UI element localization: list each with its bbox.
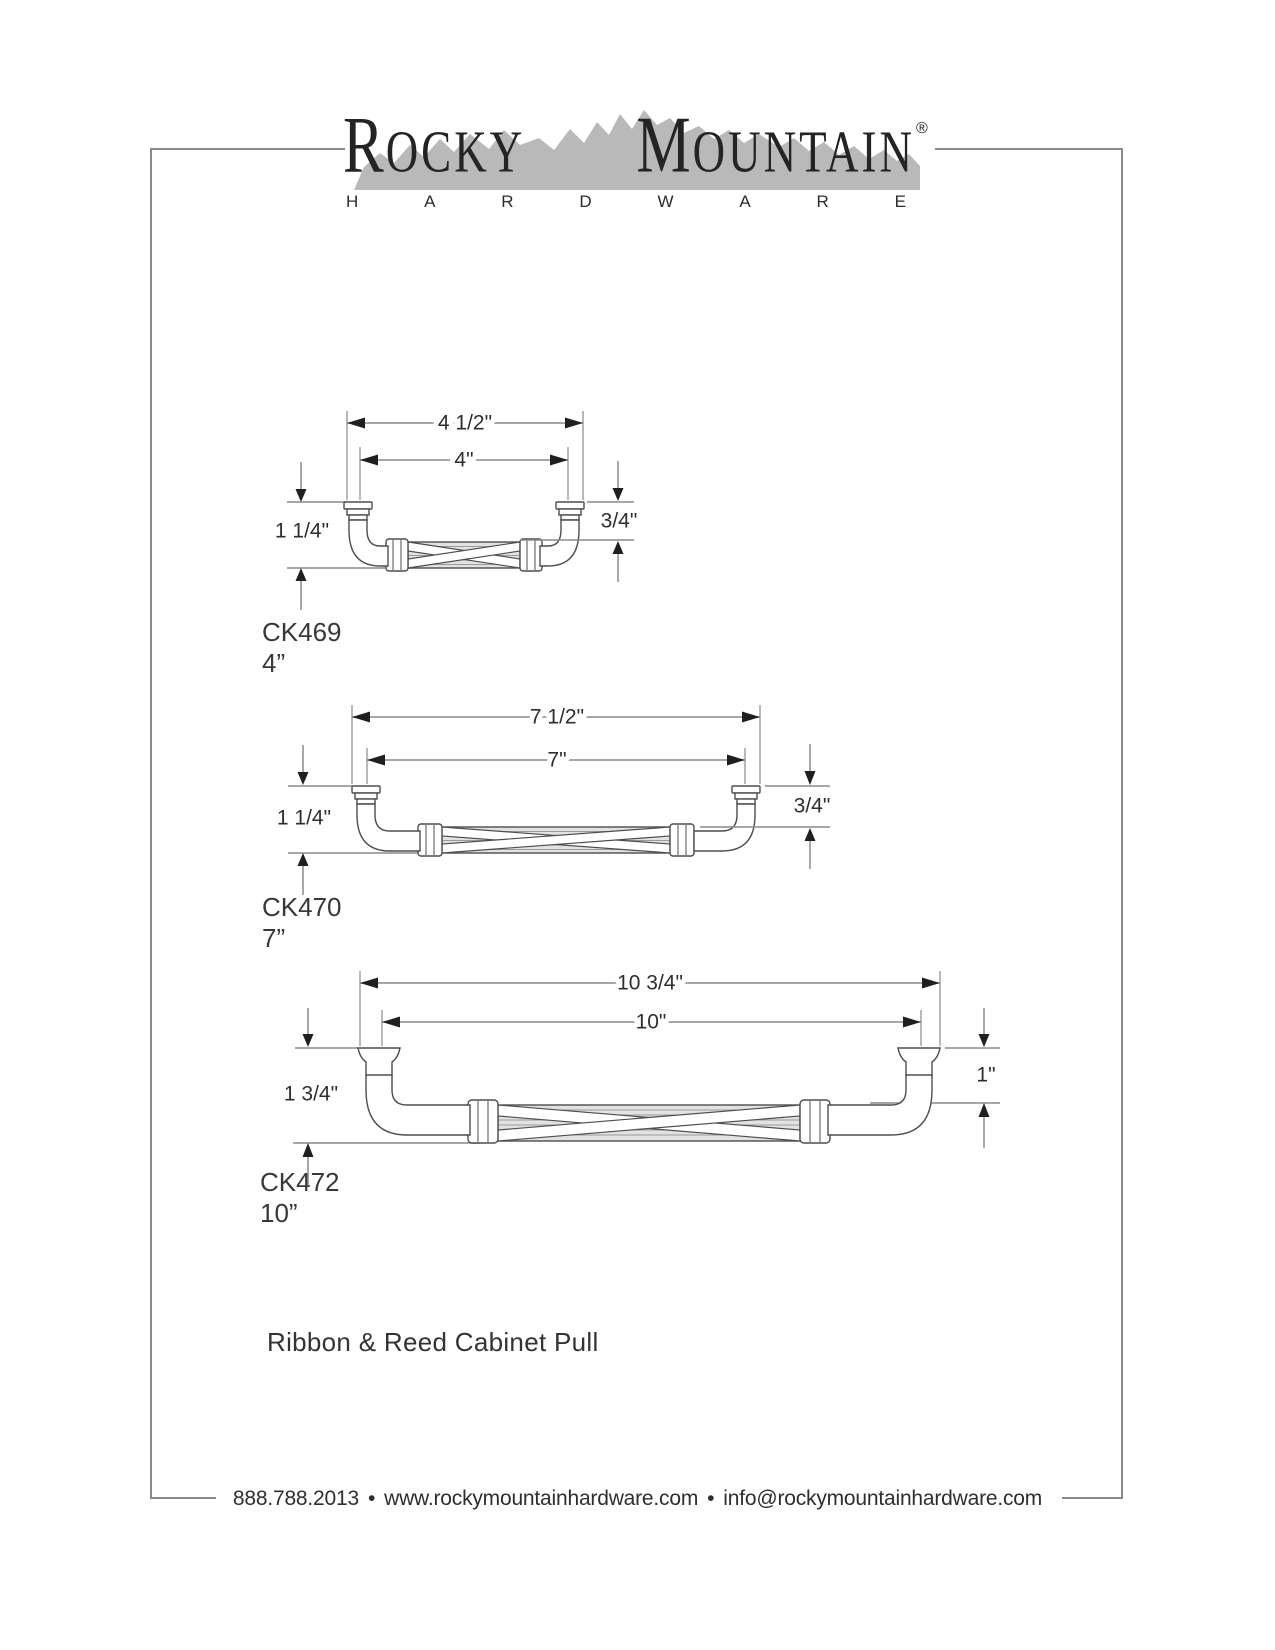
- dimension-label: 1": [976, 1063, 996, 1087]
- subtitle-letter: A: [739, 192, 751, 211]
- handle-collar: [670, 824, 694, 856]
- ck469-drawing: [240, 390, 660, 690]
- logo-wordmark: [343, 94, 915, 190]
- subtitle-letter: R: [816, 192, 829, 211]
- ck470-drawing: [240, 695, 860, 955]
- dimension-label: 4 1/2": [437, 411, 493, 435]
- subtitle-letter: A: [424, 192, 436, 211]
- ck470-handle: [352, 786, 760, 856]
- handle-left-post: [352, 786, 420, 851]
- model-number: CK472: [260, 1167, 340, 1197]
- subtitle-letter: E: [894, 192, 906, 211]
- dimension-label: 7 1/2": [529, 705, 585, 729]
- dimension-label: 1 1/4": [274, 519, 330, 543]
- ck469-handle: [344, 502, 584, 571]
- dimension-label: 4": [454, 448, 474, 472]
- footer-email: info@rockymountainhardware.com: [723, 1487, 1043, 1510]
- frame-left-border: [150, 148, 152, 1499]
- handle-left-post: [358, 1048, 470, 1135]
- logo-word-rocky: R OCKY: [343, 101, 526, 190]
- ck472-drawing: [240, 965, 1020, 1240]
- dimension-label: 3/4": [600, 509, 638, 533]
- dimension-label: 3/4": [793, 794, 831, 818]
- footer-separator: •: [707, 1487, 715, 1510]
- handle-right-post: [694, 786, 760, 851]
- dimension-label: 7": [547, 748, 567, 772]
- footer-website: www.rockymountainhardware.com: [384, 1487, 699, 1510]
- handle-collar: [386, 539, 408, 571]
- model-number: CK470: [262, 892, 342, 922]
- footer-contact-line: [0, 1487, 1275, 1511]
- subtitle-letter: R: [501, 192, 514, 211]
- ck472-handle: [358, 1048, 940, 1143]
- product-name: Ribbon & Reed Cabinet Pull: [267, 1327, 599, 1357]
- logo-subtitle: [346, 192, 906, 212]
- logo-letter-m: M: [636, 101, 693, 190]
- dimension-label: 1 1/4": [276, 806, 332, 830]
- footer-separator: •: [367, 1487, 376, 1510]
- logo-letter-r: R: [343, 101, 386, 190]
- frame-top-right-segment: [935, 148, 1123, 150]
- handle-right-post: [540, 502, 584, 566]
- handle-left-post: [344, 502, 388, 566]
- dimension-label: 10 3/4": [617, 971, 683, 995]
- handle-right-post: [828, 1048, 940, 1135]
- handle-collar: [800, 1100, 830, 1143]
- model-number: CK469: [262, 617, 342, 647]
- logo-word-mountain: M OUNTAIN: [636, 101, 915, 190]
- registered-trademark-icon: ®: [916, 120, 928, 137]
- footer-phone: 888.788.2013: [232, 1487, 359, 1510]
- model-size: 7”: [262, 923, 286, 953]
- handle-collar: [520, 539, 542, 571]
- frame-top-left-segment: [150, 148, 345, 150]
- subtitle-letter: D: [579, 192, 592, 211]
- handle-collar: [468, 1100, 498, 1143]
- model-size: 4”: [262, 648, 286, 678]
- handle-collar: [418, 824, 442, 856]
- model-size: 10”: [260, 1198, 298, 1228]
- subtitle-letter: W: [657, 192, 674, 211]
- subtitle-letter: H: [346, 192, 359, 211]
- dimension-label: 1 3/4": [283, 1082, 339, 1106]
- frame-right-border: [1121, 148, 1123, 1499]
- dimension-label: 10": [635, 1010, 667, 1034]
